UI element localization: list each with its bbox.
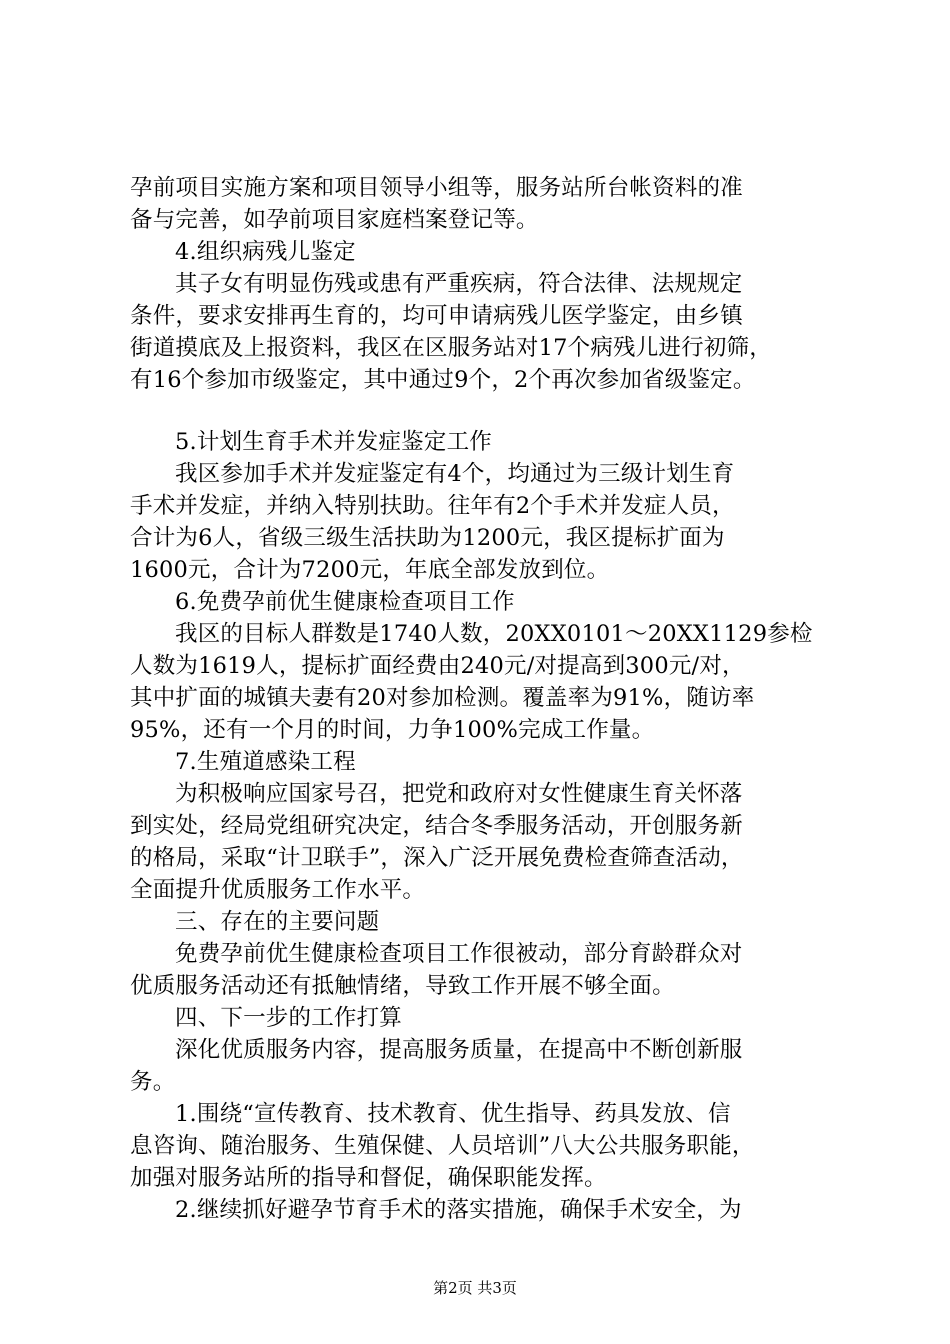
section-heading: 5.计划生育手术并发症鉴定工作 — [175, 429, 492, 455]
text-line: 全面提升优质服务工作水平。 — [130, 877, 426, 903]
text-line: 其子女有明显伤残或患有严重疾病，符合法律、法规规定 — [175, 271, 743, 297]
text-line: 1.围绕“宣传教育、技术教育、优生指导、药具发放、信 — [175, 1101, 731, 1127]
section-heading: 三、存在的主要问题 — [175, 909, 380, 935]
text-line: 1600元，合计为7200元，年底全部发放到位。 — [130, 557, 610, 583]
text-line: 深化优质服务内容，提高服务质量，在提高中不断创新服 — [175, 1037, 743, 1063]
document-body — [130, 172, 850, 1226]
text-line: 95%，还有一个月的时间，力争100%完成工作量。 — [130, 717, 655, 743]
text-line: 街道摸底及上报资料，我区在区服务站对17个病残儿进行初筛， — [130, 335, 772, 361]
text-line: 条件，要求安排再生育的，均可申请病残儿医学鉴定，由乡镇 — [130, 303, 743, 329]
text-line: 有16个参加市级鉴定，其中通过9个，2个再次参加省级鉴定。 — [130, 367, 756, 393]
text-line: 2.继续抓好避孕节育手术的落实措施，确保手术安全，为 — [175, 1197, 742, 1223]
section-heading: 7.生殖道感染工程 — [175, 749, 356, 775]
text-line: 备与完善，如孕前项目家庭档案登记等。 — [130, 207, 539, 233]
paragraph-gap — [130, 396, 850, 426]
text-line: 我区参加手术并发症鉴定有4个，均通过为三级计划生育 — [175, 461, 735, 487]
text-line: 的格局，采取“计卫联手”，深入广泛开展免费检查筛查活动， — [130, 845, 744, 871]
section-heading: 6.免费孕前优生健康检查项目工作 — [175, 589, 515, 615]
section-heading: 四、下一步的工作打算 — [175, 1005, 403, 1031]
text-line: 人数为1619人，提标扩面经费由240元/对提高到300元/对， — [130, 653, 745, 679]
section-heading: 4.组织病残儿鉴定 — [175, 239, 356, 265]
text-line: 息咨询、随治服务、生殖保健、人员培训”八大公共服务职能， — [130, 1133, 755, 1159]
page-footer: 第2页 共3页 — [433, 1279, 517, 1297]
text-line: 优质服务活动还有抵触情绪，导致工作开展不够全面。 — [130, 973, 675, 999]
text-line: 手术并发症，并纳入特别扶助。往年有2个手术并发症人员， — [130, 493, 735, 519]
text-line: 其中扩面的城镇夫妻有20对参加检测。覆盖率为91%，随访率 — [130, 685, 755, 711]
text-line: 到实处，经局党组研究决定，结合冬季服务活动，开创服务新 — [130, 813, 743, 839]
text-line: 为积极响应国家号召，把党和政府对女性健康生育关怀落 — [175, 781, 743, 807]
text-line: 加强对服务站所的指导和督促，确保职能发挥。 — [130, 1165, 607, 1191]
text-line: 务。 — [130, 1069, 176, 1095]
text-line: 合计为6人，省级三级生活扶助为1200元，我区提标扩面为 — [130, 525, 725, 551]
text-line: 免费孕前优生健康检查项目工作很被动，部分育龄群众对 — [175, 941, 743, 967]
text-line: 孕前项目实施方案和项目领导小组等，服务站所台帐资料的准 — [130, 175, 743, 201]
text-line: 我区的目标人群数是1740人数，20XX0101～20XX1129参检 — [175, 621, 813, 647]
